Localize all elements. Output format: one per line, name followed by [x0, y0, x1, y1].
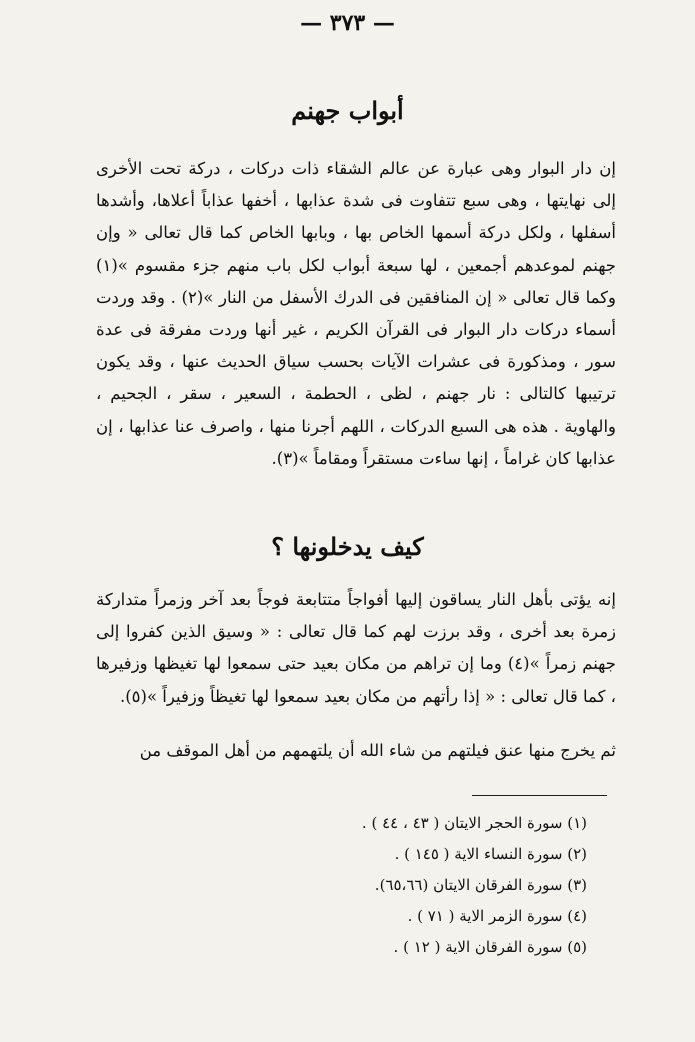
footnote-divider	[472, 795, 607, 796]
footnote: (٢) سورة النساء الاية ( ١٤٥ ) .	[394, 845, 587, 863]
section-title-gates-of-hell: أبواب جهنم	[291, 96, 404, 125]
section-paragraph-how-they-enter: إنه يؤتى بأهل النار يساقون إليها أفواجاً متتابعة فوجاً بعد آخر وزمراً متداركة زمرة بعد أخرى ، وقد برزت لهم كما قال تعالى : « وسيق الذين كفروا إلى جهنم زمراً »(٤) وما إن تراهم من مكان بعيد حتى سمعوا لها تغيظها وزفيرها ، كما قال تعالى : « إذا رأتهم من مكان بعيد سمعوا لها تغيظاً وزفيراً »(٥).	[96, 590, 616, 706]
page-number: — ٣٧٣ —	[300, 10, 395, 36]
footnote: (٥) سورة الفرقان الاية ( ١٢ ) .	[393, 938, 587, 956]
footnotes-list	[267, 808, 587, 963]
section-title-how-they-enter: كيف يدخلونها ؟	[271, 532, 424, 561]
section-paragraph-gates-of-hell: إن دار البوار وهى عبارة عن عالم الشقاء ذات دركات ، دركة تحت الأخرى إلى نهايتها ، وهى سبع تتفاوت فى شدة عذابها ، أخفها عذاباً أعلاها، وأشدها أسفلها ، ولكل دركة أسمها الخاص بها ، وبابها الخاص كما قال تعالى « وإن جهنم لموعدهم أجمعين ، لها سبعة أبواب لكل باب منهم جزء مقسوم »(١) وكما قال تعالى « إن المنافقين فى الدرك الأسفل من النار »(٢) . وقد وردت أسماء دركات دار البوار فى القرآن الكريم ، غير أنها وردت مفرقة فى عدة سور ، ومذكورة فى عشرات الآيات بحسب سياق الحديث عنها ، وقد يكون ترتيبها كالتالى : نار جهنم ، لظى ، الحطمة ، السعير ، سقر ، الجحيم ، والهاوية . هذه هى السبع الدركات ، اللهم أجرنا منها ، واصرف عنا عذابها ، إن عذابها كان غراماً ، إنها ساءت مستقراً ومقاماً »(٣).	[96, 159, 617, 468]
footnote: (٤) سورة الزمر الاية ( ٧١ ) .	[407, 907, 587, 925]
footnote: (٣) سورة الفرقان الايتان (٦٥،٦٦).	[374, 876, 587, 894]
footnote: (١) سورة الحجر الايتان ( ٤٣ ، ٤٤ ) .	[361, 814, 587, 832]
continuation-paragraph: ثم يخرج منها عنق فيلتهم من شاء الله أن يلتهمهم من أهل الموقف من	[139, 741, 616, 760]
